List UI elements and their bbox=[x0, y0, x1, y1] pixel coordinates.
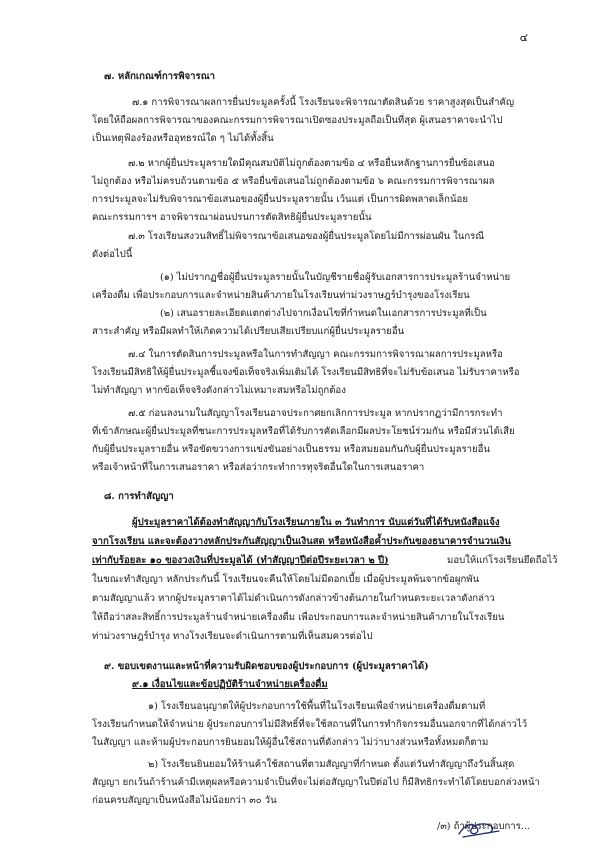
text-line: กับผู้ยื่นประมูลรายอื่น หรือขัดขวางการแข่งขันอย่างเป็นธรรม หรือสมยอมกันกับผู้ยื่นประมูลรายอื่น bbox=[92, 444, 490, 455]
text-line: ๙. ขอบเขตงานและหน้าที่ความรับผิดชอบของผู้ประกอบการ (ผู้ประมูลราคาได้) bbox=[104, 661, 429, 672]
text-line: โดยให้ถือผลการพิจารณาของคณะกรรมการพิจารณาเปิดซองประมูลถือเป็นที่สุด ผู้เสนอราคาจะนำไป bbox=[92, 115, 503, 126]
text-line: ในขณะทำสัญญา หลักประกันนี้ โรงเรียนจะคืนให้โดยไม่มีดอกเบี้ย เมื่อผู้ประมูลพ้นจากข้อผูกพัน bbox=[92, 574, 480, 585]
text-line: ท่าม่วงราษฎร์บำรุง ทางโรงเรียนจะดำเนินการตามที่เห็นสมควรต่อไป bbox=[92, 631, 373, 642]
text-line: ในสัญญา และห้ามผู้ประกอบการยินยอมให้ผู้อื่นใช้สถานที่ดังกล่าว ไม่ว่าบางส่วนหรือทั้งหมดก็ตาม bbox=[92, 737, 489, 748]
text-line: ให้ถือว่าสละสิทธิ์การประมูลร้านจำหน่ายเครื่องดื่ม เพื่อประกอบการและจำหน่ายสินค้าภายในโรงเรียน bbox=[92, 612, 505, 623]
text-line: สาระสำคัญ หรือมีผลทำให้เกิดความได้เปรียบเสียเปรียบแก่ผู้ยื่นประมูลรายอื่น bbox=[92, 326, 405, 337]
text-line: ไม่ถูกต้อง หรือไม่ครบถ้วนตามข้อ ๕ หรือยื่นซ้อเสนอไม่ถูกต้องตามข้อ ๖ คณะกรรมการพิจารณาผล bbox=[92, 176, 495, 187]
text-line: ที่เข้าลักษณะผู้ยื่นประมูลที่ชนะการประมูลหรือที่ได้รับการคัดเลือกมีผลประโยชน์ร่วมกัน หรือมีส่วนได้เสีย bbox=[92, 426, 515, 437]
text-line: โรงเรียนมีสิทธิให้ผู้ยื่นประมูลชี้แจงข้อเท็จจริงเพิ่มเติมได้ โรงเรียนมีสิทธิที่จะไม่รับข้อเสนอ ไม่รับราคาหรือ bbox=[92, 367, 520, 378]
text-line: ๘. การทำสัญญา bbox=[104, 491, 174, 502]
text-line: ๗.๒ หากผู้ยื่นประมูลรายใดมีคุณสมบัติไม่ถูกต้องตามข้อ ๔ หรือยื่นหลักฐานการยื่นซ้อเสนอ bbox=[128, 158, 495, 169]
text-line: (๑) ไม่ปรากฏชื่อผู้ยื่นประมูลรายนั้นในบัญชีรายชื่อผู้รับเอกสารการประมูลร้านจำหน่าย bbox=[160, 272, 511, 283]
text-line: (๒) เสนอรายละเอียดแตกต่างไปจากเงื่อนไขที่กำหนดในเอกสารการประมูลที่เป็น bbox=[160, 308, 487, 319]
page-number: ๔ bbox=[519, 31, 528, 44]
text-line: ตามสัญญาแล้ว หากผู้ประมูลราคาได้ไม่ดำเนินการดังกล่าวข้างต้นภายในกำหนดระยะเวลาดังกล่าว bbox=[92, 593, 495, 604]
text-line: จากโรงเรียน และจะต้องวางหลักประกันสัญญาเป็นเงินสด หรือหนังสือค้ำประกันของธนาคารจำนวนเงิน bbox=[92, 536, 511, 547]
text-line: ไม่ทำสัญญา หากข้อเท็จจริงดังกล่าวไม่เหมาะสมหรือไม่ถูกต้อง bbox=[92, 385, 346, 396]
text-line: ๒) โรงเรียนยินยอมให้ร้านค้าใช้สถานที่ตามสัญญาที่กำหนด ตั้งแต่วันทำสัญญาถึงวันสิ้นสุด bbox=[148, 759, 515, 770]
text-line: ๗.๓ โรงเรียนสงวนสิทธิ์ไม่พิจารณาข้อเสนอของผู้ยื่นประมูลโดยไม่มีการผ่อนผัน ในกรณี bbox=[128, 231, 485, 242]
text-line: ๑) โรงเรียนอนุญาตให้ผู้ประกอบการใช้พื้นที่ในโรงเรียนเพื่อจำหน่ายเครื่องดื่มตามที่ bbox=[148, 701, 486, 712]
text-line: ๗.๑ การพิจารณาผลการยื่นประมูลครั้งนี้ โรงเรียนจะพิจารณาตัดสินด้วย ราคาสูงสุดเป็นสำคัญ bbox=[132, 97, 515, 108]
text-line: เท่ากับร้อยละ ๑๐ ของวงเงินที่ประมูลได้ (ทำสัญญาปีต่อปีระยะเวลา ๒ ปี) bbox=[92, 555, 389, 566]
signature-mark bbox=[455, 818, 503, 840]
text-line: ก่อนครบสัญญาเป็นหนังสือไม่น้อยกว่า ๓๐ วัน bbox=[92, 795, 277, 806]
text-line: มอบให้แก่โรงเรียนยึดถือไว้ bbox=[447, 555, 558, 566]
text-line: ๗.๕ ก่อนลงนามในสัญญาโรงเรียนอาจประกาศยกเลิกการประมูล หากปรากฏว่ามีการกระทำ bbox=[128, 408, 503, 419]
text-line: ผู้ประมูลราคาได้ต้องทำสัญญากับโรงเรียนภายใน ๓ วันทำการ นับแต่วันที่ได้รับหนังสือแจ้ง bbox=[132, 517, 500, 528]
text-line: สัญญา ยกเว้นถ้าร้านค้ามีเหตุผลหรือความจำเป็นที่จะไม่ต่อสัญญาในปีต่อไป ก็มีสิทธิกระทำได้โดยบอกล่วงหน้า bbox=[92, 777, 540, 788]
text-line: ดังต่อไปนี้ bbox=[92, 249, 133, 260]
text-line: คณะกรรมการฯ อาจพิจารณาผ่อนปรนการตัดสิทธิผู้ยื่นประมูลรายนั้น bbox=[92, 212, 372, 223]
text-line: เครื่องดื่ม เพื่อประกอบการและจำหน่ายสินค้าภายในโรงเรียนท่าม่วงราษฎร์บำรุงของโรงเรียน bbox=[92, 290, 470, 301]
text-line: การประมูลจะไม่รับพิจารณาข้อเสนอของผู้ยื่นประมูลรายนั้น เว้นแต่ เป็นการผิดพลาดเล็กน้อย bbox=[92, 194, 468, 205]
text-line: โรงเรียนกำหนดให้จำหน่าย ผู้ประกอบการไม่มีสิทธิ์ที่จะใช้สถานที่ในการทำกิจกรรมอื่นนอกจากที่ได้กล่าวไว้ bbox=[92, 719, 528, 730]
text-line: /๓) ถ้าผู้ประกอบการ... bbox=[437, 821, 530, 832]
text-line: ๗. หลักเกณฑ์การพิจารณา bbox=[104, 71, 215, 82]
text-line: ๗.๔ ในการตัดสินการประมูลหรือในการทำสัญญา คณะกรรมการพิจารณาผลการประมูลหรือ bbox=[128, 349, 503, 360]
text-line: ๙.๑ เงื่อนไขและข้อปฏิบัติร้านจำหน่ายเครื่องดื่ม bbox=[132, 679, 328, 690]
text-line: เป็นเหตุฟ้องร้องหรืออุทธรณ์ใด ๆ ไม่ได้ทั้งสิ้น bbox=[92, 133, 274, 144]
text-line: หรือเจ้าหน้าที่ในการเสนอราคา หรือส่อว่ากระทำการทุจริตอื่นใดในการเสนอราคา bbox=[92, 462, 425, 473]
